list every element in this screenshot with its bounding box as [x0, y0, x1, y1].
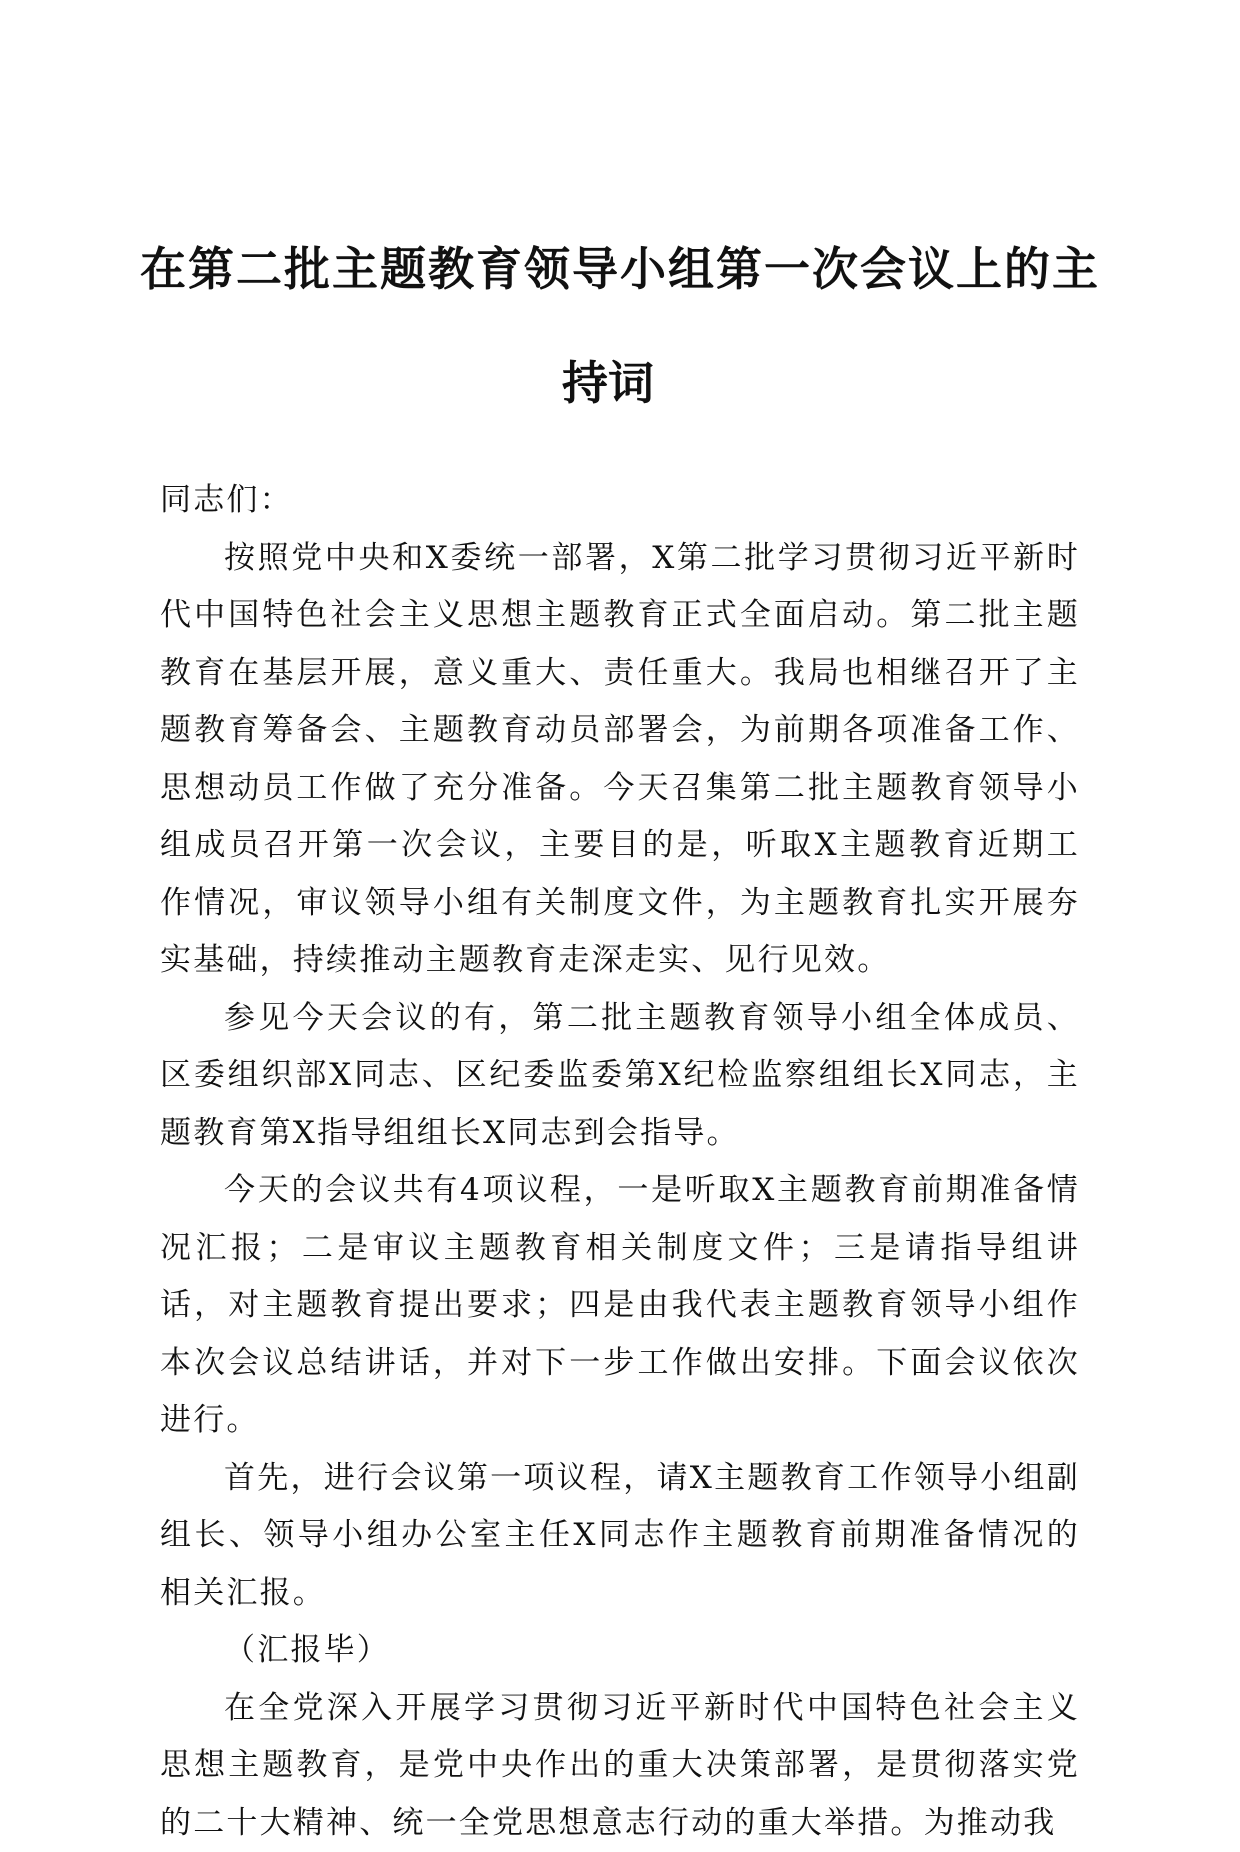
paragraph-significance: 在全党深入开展学习贯彻习近平新时代中国特色社会主义思想主题教育，是党中央作出的重大决策部署，是贯彻落实党的二十大精神、统一全党思想意志行动的重大举措。为推动我: [160, 1680, 1080, 1852]
paragraph-launch: 按照党中央和X委统一部署，X第二批学习贯彻习近平新时代中国特色社会主义思想主题教育正式全面启动。第二批主题教育在基层开展，意义重大、责任重大。我局也相继召开了主题教育筹备会、主题教育动员部署会，为前期各项准备工作、思想动员工作做了充分准备。今天召集第二批主题教育领导小组成员召开第一次会议，主要目的是，听取X主题教育近期工作情况，审议领导小组有关制度文件，为主题教育扎实开展夯实基础，持续推动主题教育走深走实、见行见效。: [160, 530, 1080, 990]
salutation: 同志们：: [160, 472, 1080, 530]
document-title-line-1: 在第二批主题教育领导小组第一次会议上的主: [140, 212, 1076, 326]
document-title-line-2: 持词: [140, 326, 1076, 440]
paragraph-agenda: 今天的会议共有4项议程，一是听取X主题教育前期准备情况汇报；二是审议主题教育相关制度文件；三是请指导组讲话，对主题教育提出要求；四是由我代表主题教育领导小组作本次会议总结讲话，并对下一步工作做出安排。下面会议依次进行。: [160, 1162, 1080, 1450]
document-title: [140, 212, 1076, 440]
paragraph-report-done: （汇报毕）: [160, 1622, 1080, 1680]
paragraph-first-item: 首先，进行会议第一项议程，请X主题教育工作领导小组副组长、领导小组办公室主任X同志作主题教育前期准备情况的相关汇报。: [160, 1450, 1080, 1623]
document-body: [160, 472, 1080, 1852]
paragraph-attendees: 参见今天会议的有，第二批主题教育领导小组全体成员、区委组织部X同志、区纪委监委第X纪检监察组组长X同志，主题教育第X指导组组长X同志到会指导。: [160, 990, 1080, 1163]
